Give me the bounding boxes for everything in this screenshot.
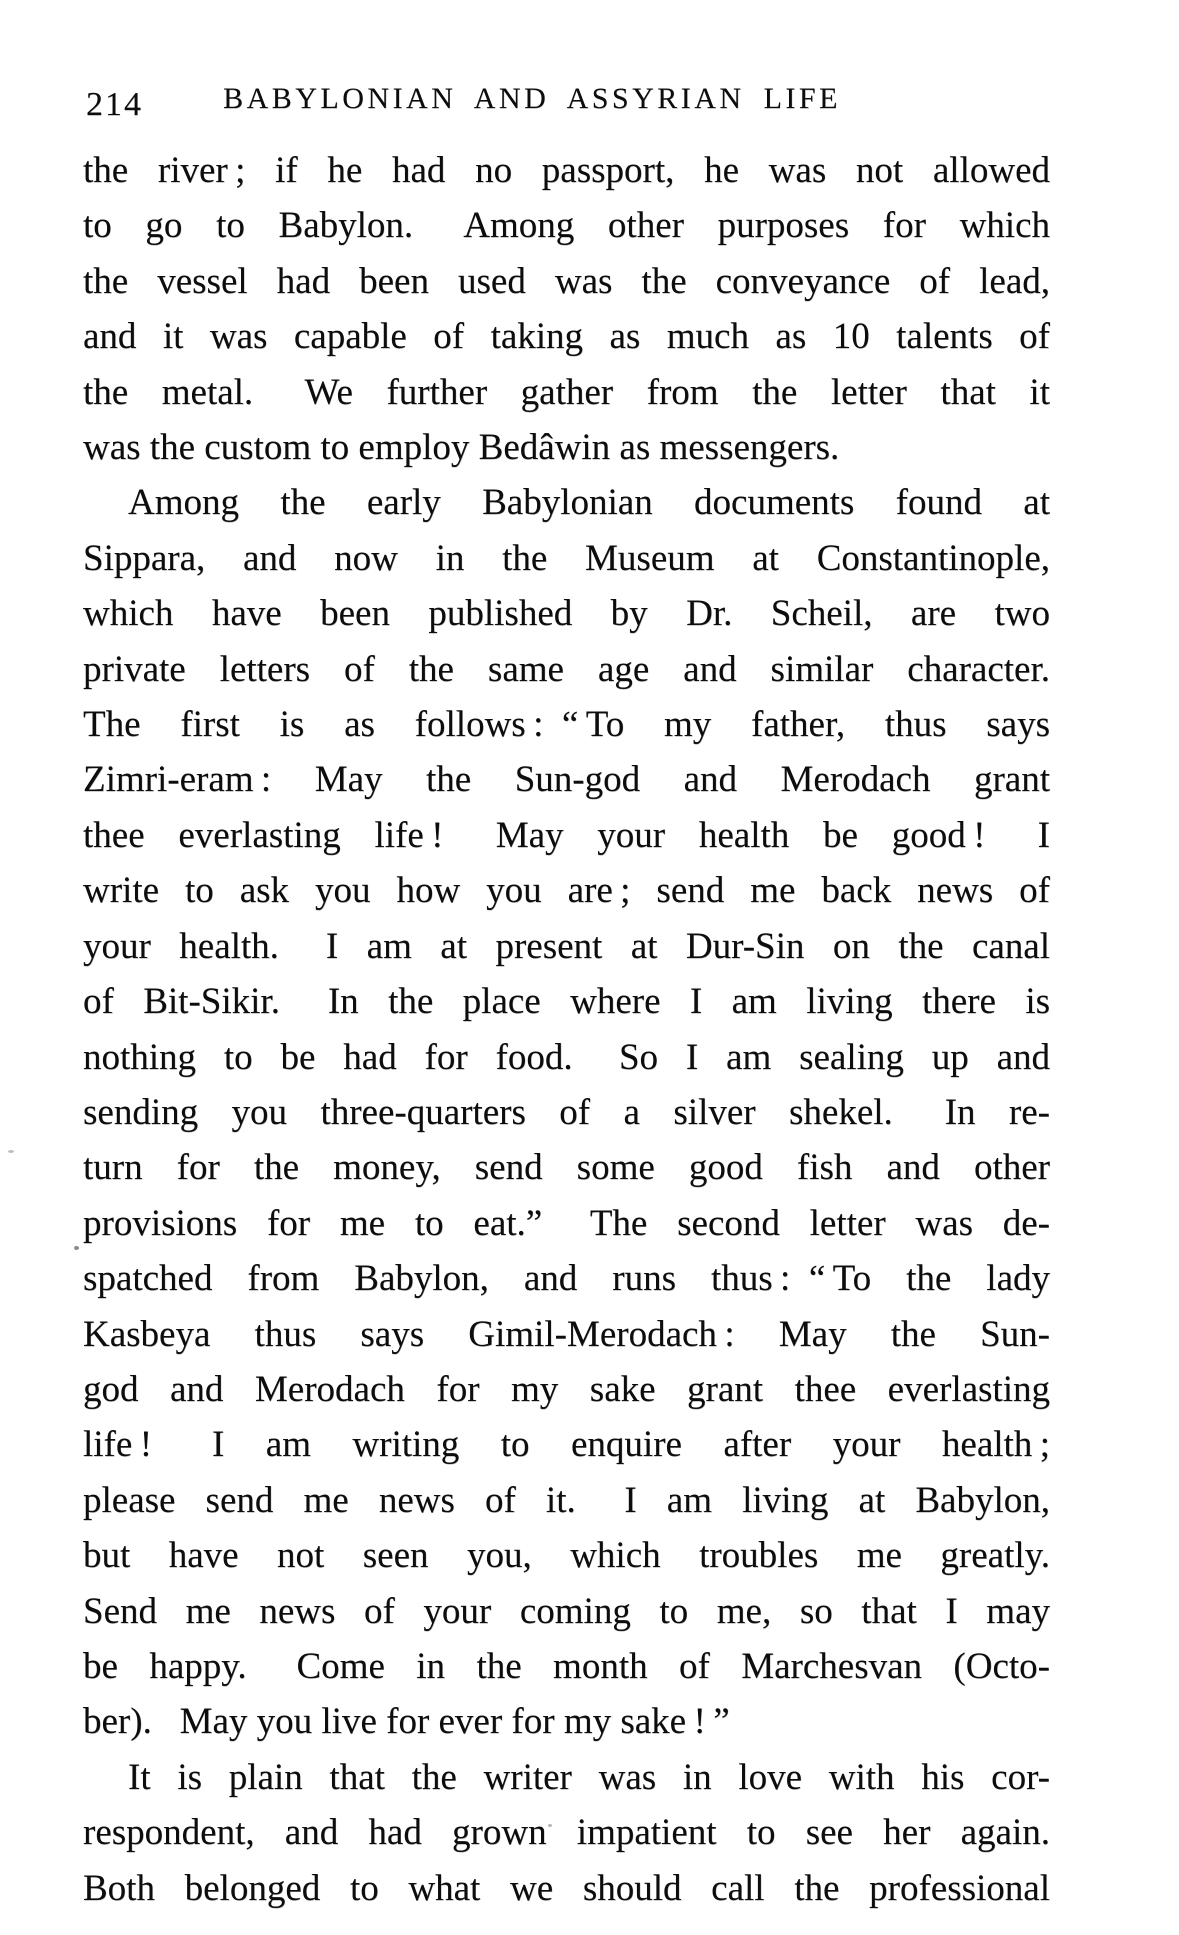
- text-line: the metal. We further gather from the letter that it: [83, 371, 1050, 413]
- text-line: sending you three-quarters of a silver shekel. In re-: [83, 1091, 1050, 1133]
- text-line: Sippara, and now in the Museum at Constantinople,: [83, 537, 1050, 579]
- page-title: BABYLONIAN AND ASSYRIAN LIFE: [223, 82, 841, 115]
- text-line: Among the early Babylonian documents found at: [128, 482, 1050, 524]
- text-line: the river ; if he had no passport, he was not allowed: [83, 150, 1050, 191]
- text-line: nothing to be had for food. So I am sealing up and: [83, 1036, 1050, 1078]
- text-line: write to ask you how you are ; send me back news of: [83, 870, 1050, 912]
- text-line: Send me news of your coming to me, so that I may: [83, 1590, 1050, 1632]
- page-header: [0, 0, 1179, 140]
- text-line: please send me news of it. I am living at Babylon,: [83, 1479, 1050, 1521]
- text-line: spatched from Babylon, and runs thus : “ To the lady: [83, 1258, 1050, 1300]
- text-line: be happy. Come in the month of Marchesvan (Octo-: [83, 1645, 1050, 1687]
- text-line: god and Merodach for my sake grant thee everlasting: [83, 1368, 1050, 1410]
- text-line: which have been published by Dr. Scheil, are two: [83, 593, 1050, 635]
- text-line: the vessel had been used was the conveyance of lead,: [83, 260, 1050, 302]
- scan-speck: [74, 1246, 79, 1250]
- text-line: The first is as follows : “ To my father, thus says: [83, 704, 1050, 746]
- scan-speck: [8, 1150, 14, 1153]
- text-line: respondent, and had grown impatient to see her again.: [83, 1812, 1050, 1854]
- text-line: to go to Babylon. Among other purposes for which: [83, 205, 1050, 247]
- text-line: private letters of the same age and similar character.: [83, 648, 1050, 690]
- text-line: turn for the money, send some good fish and other: [83, 1147, 1050, 1189]
- text-line: was the custom to employ Bedâwin as messengers.: [83, 427, 840, 469]
- text-line: but have not seen you, which troubles me greatly.: [83, 1535, 1050, 1577]
- page-body: [83, 143, 1050, 1916]
- text-line: your health. I am at present at Dur-Sin on the canal: [83, 925, 1050, 967]
- scan-speck: [548, 1824, 552, 1827]
- page-number: 214: [86, 86, 143, 123]
- text-line: Zimri-eram : May the Sun-god and Merodach grant: [83, 759, 1050, 801]
- text-line: provisions for me to eat.” The second letter was de-: [83, 1202, 1050, 1244]
- text-line: and it was capable of taking as much as 10 talents of: [83, 316, 1050, 358]
- text-line: Both belonged to what we should call the professional: [83, 1867, 1050, 1909]
- text-line: It is plain that the writer was in love with his cor-: [128, 1756, 1050, 1798]
- text-line: thee everlasting life ! May your health be good ! I: [83, 814, 1050, 856]
- text-line: life ! I am writing to enquire after your health ;: [83, 1424, 1050, 1466]
- text-line: ber). May you live for ever for my sake ! ”: [83, 1701, 730, 1743]
- text-line: Kasbeya thus says Gimil-Merodach : May the Sun-: [83, 1313, 1050, 1355]
- text-line: of Bit-Sikir. In the place where I am living there is: [83, 981, 1050, 1023]
